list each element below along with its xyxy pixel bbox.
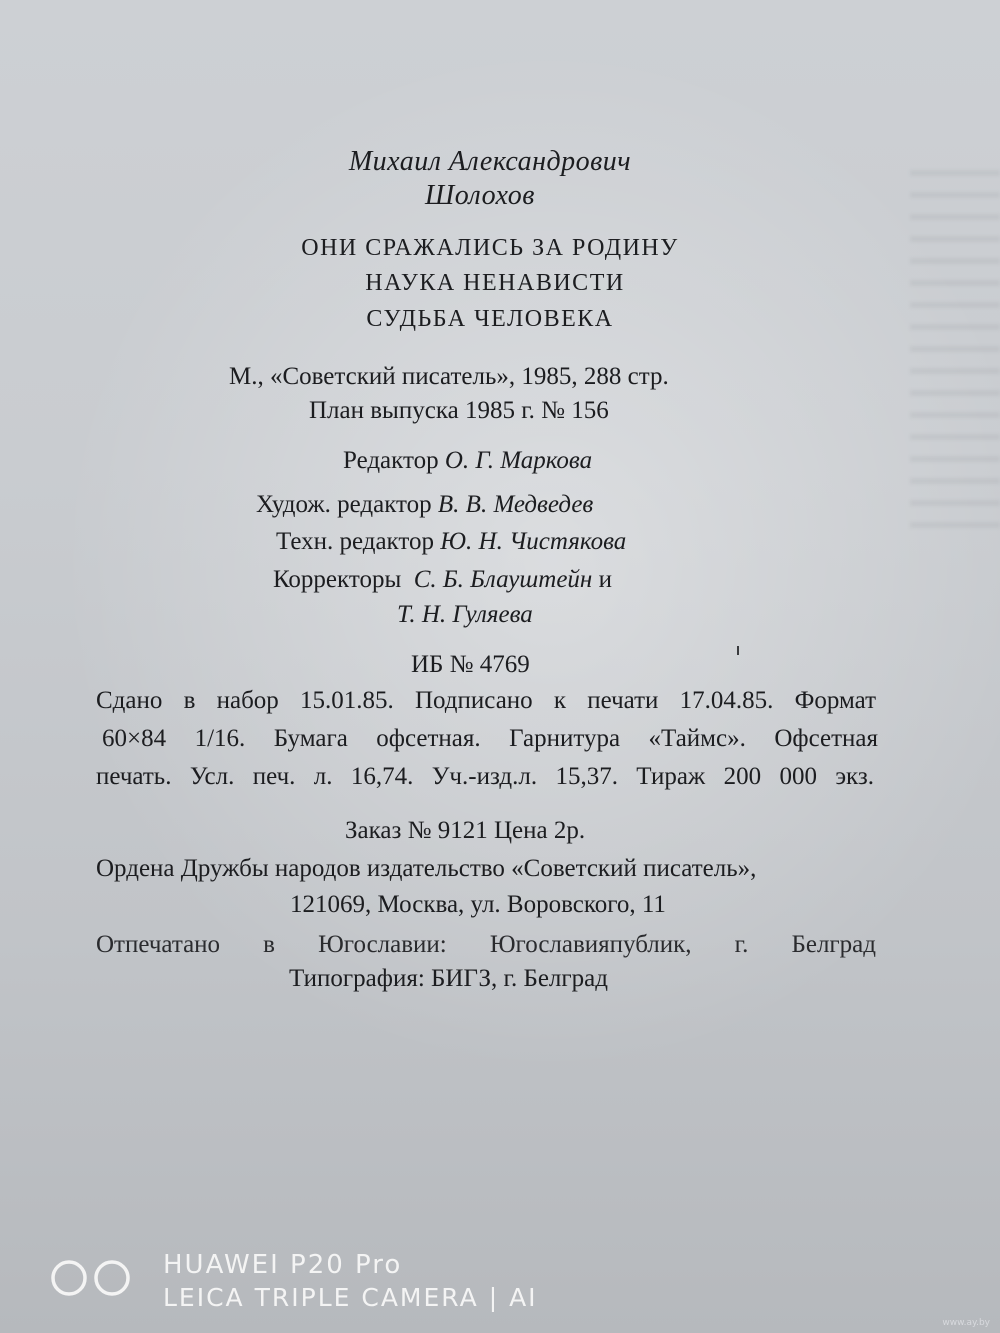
publisher-year-pages: М., «Советский писатель», 1985, 288 стр. [229,363,669,390]
corrector-1-name: С. Б. Блауштейн [413,566,593,593]
printed-in-line: Отпечатано в Югославии: Югославияпублик, г. Белград [96,931,876,958]
camera-model-text: HUAWEI P20 Pro [163,1250,403,1280]
correctors-label: Корректоры [273,566,402,593]
editor-line [343,446,592,476]
correctors-line [273,565,612,595]
publisher-address: 121069, Москва, ул. Воровского, 11 [290,891,666,918]
tech-editor-name: Ю. Н. Чистякова [440,528,627,555]
art-editor-line [256,490,593,520]
title-1: ОНИ СРАЖАЛИСЬ ЗА РОДИНУ [301,235,679,261]
editor-name: О. Г. Маркова [444,447,593,474]
art-editor-name: В. В. Медведев [437,491,594,518]
corrector-2-name: Т. Н. Гуляева [397,601,533,628]
camera-rings-icon [50,1258,140,1298]
camera-lens-text: LEICA TRIPLE CAMERA | AI [163,1283,538,1312]
author-name-line2: Шолохов [425,180,535,211]
printing-house-line: Типография: БИГЗ, г. Белград [289,965,608,992]
tech-editor-line [276,527,626,557]
author-name-line1: Михаил Александрович [348,146,632,177]
title-3: СУДЬБА ЧЕЛОВЕКА [366,306,614,332]
corrector-conjunction: и [598,566,612,593]
ink-speck [737,646,739,655]
print-details-line-2: 60×84 1/16. Бумага офсетная. Гарнитура «Таймс». Офсетная [102,725,878,752]
editor-label: Редактор [343,447,439,474]
art-editor-label: Худож. редактор [256,491,432,518]
title-2: НАУКА НЕНАВИСТИ [365,270,625,296]
tech-editor-label: Техн. редактор [276,528,434,555]
print-details-line-1: Сдано в набор 15.01.85. Подписано к печати 17.04.85. Формат [96,687,876,714]
order-and-price: Заказ № 9121 Цена 2р. [345,817,586,844]
release-plan: План выпуска 1985 г. № 156 [309,397,609,424]
print-details-line-3: печать. Усл. печ. л. 16,74. Уч.-изд.л. 15,37. Тираж 200 000 экз. [96,763,874,790]
ib-number: ИБ № 4769 [411,651,530,678]
publisher-full-name: Ордена Дружбы народов издательство «Советский писатель», [96,855,757,882]
site-watermark: www.ay.by [942,1318,990,1328]
